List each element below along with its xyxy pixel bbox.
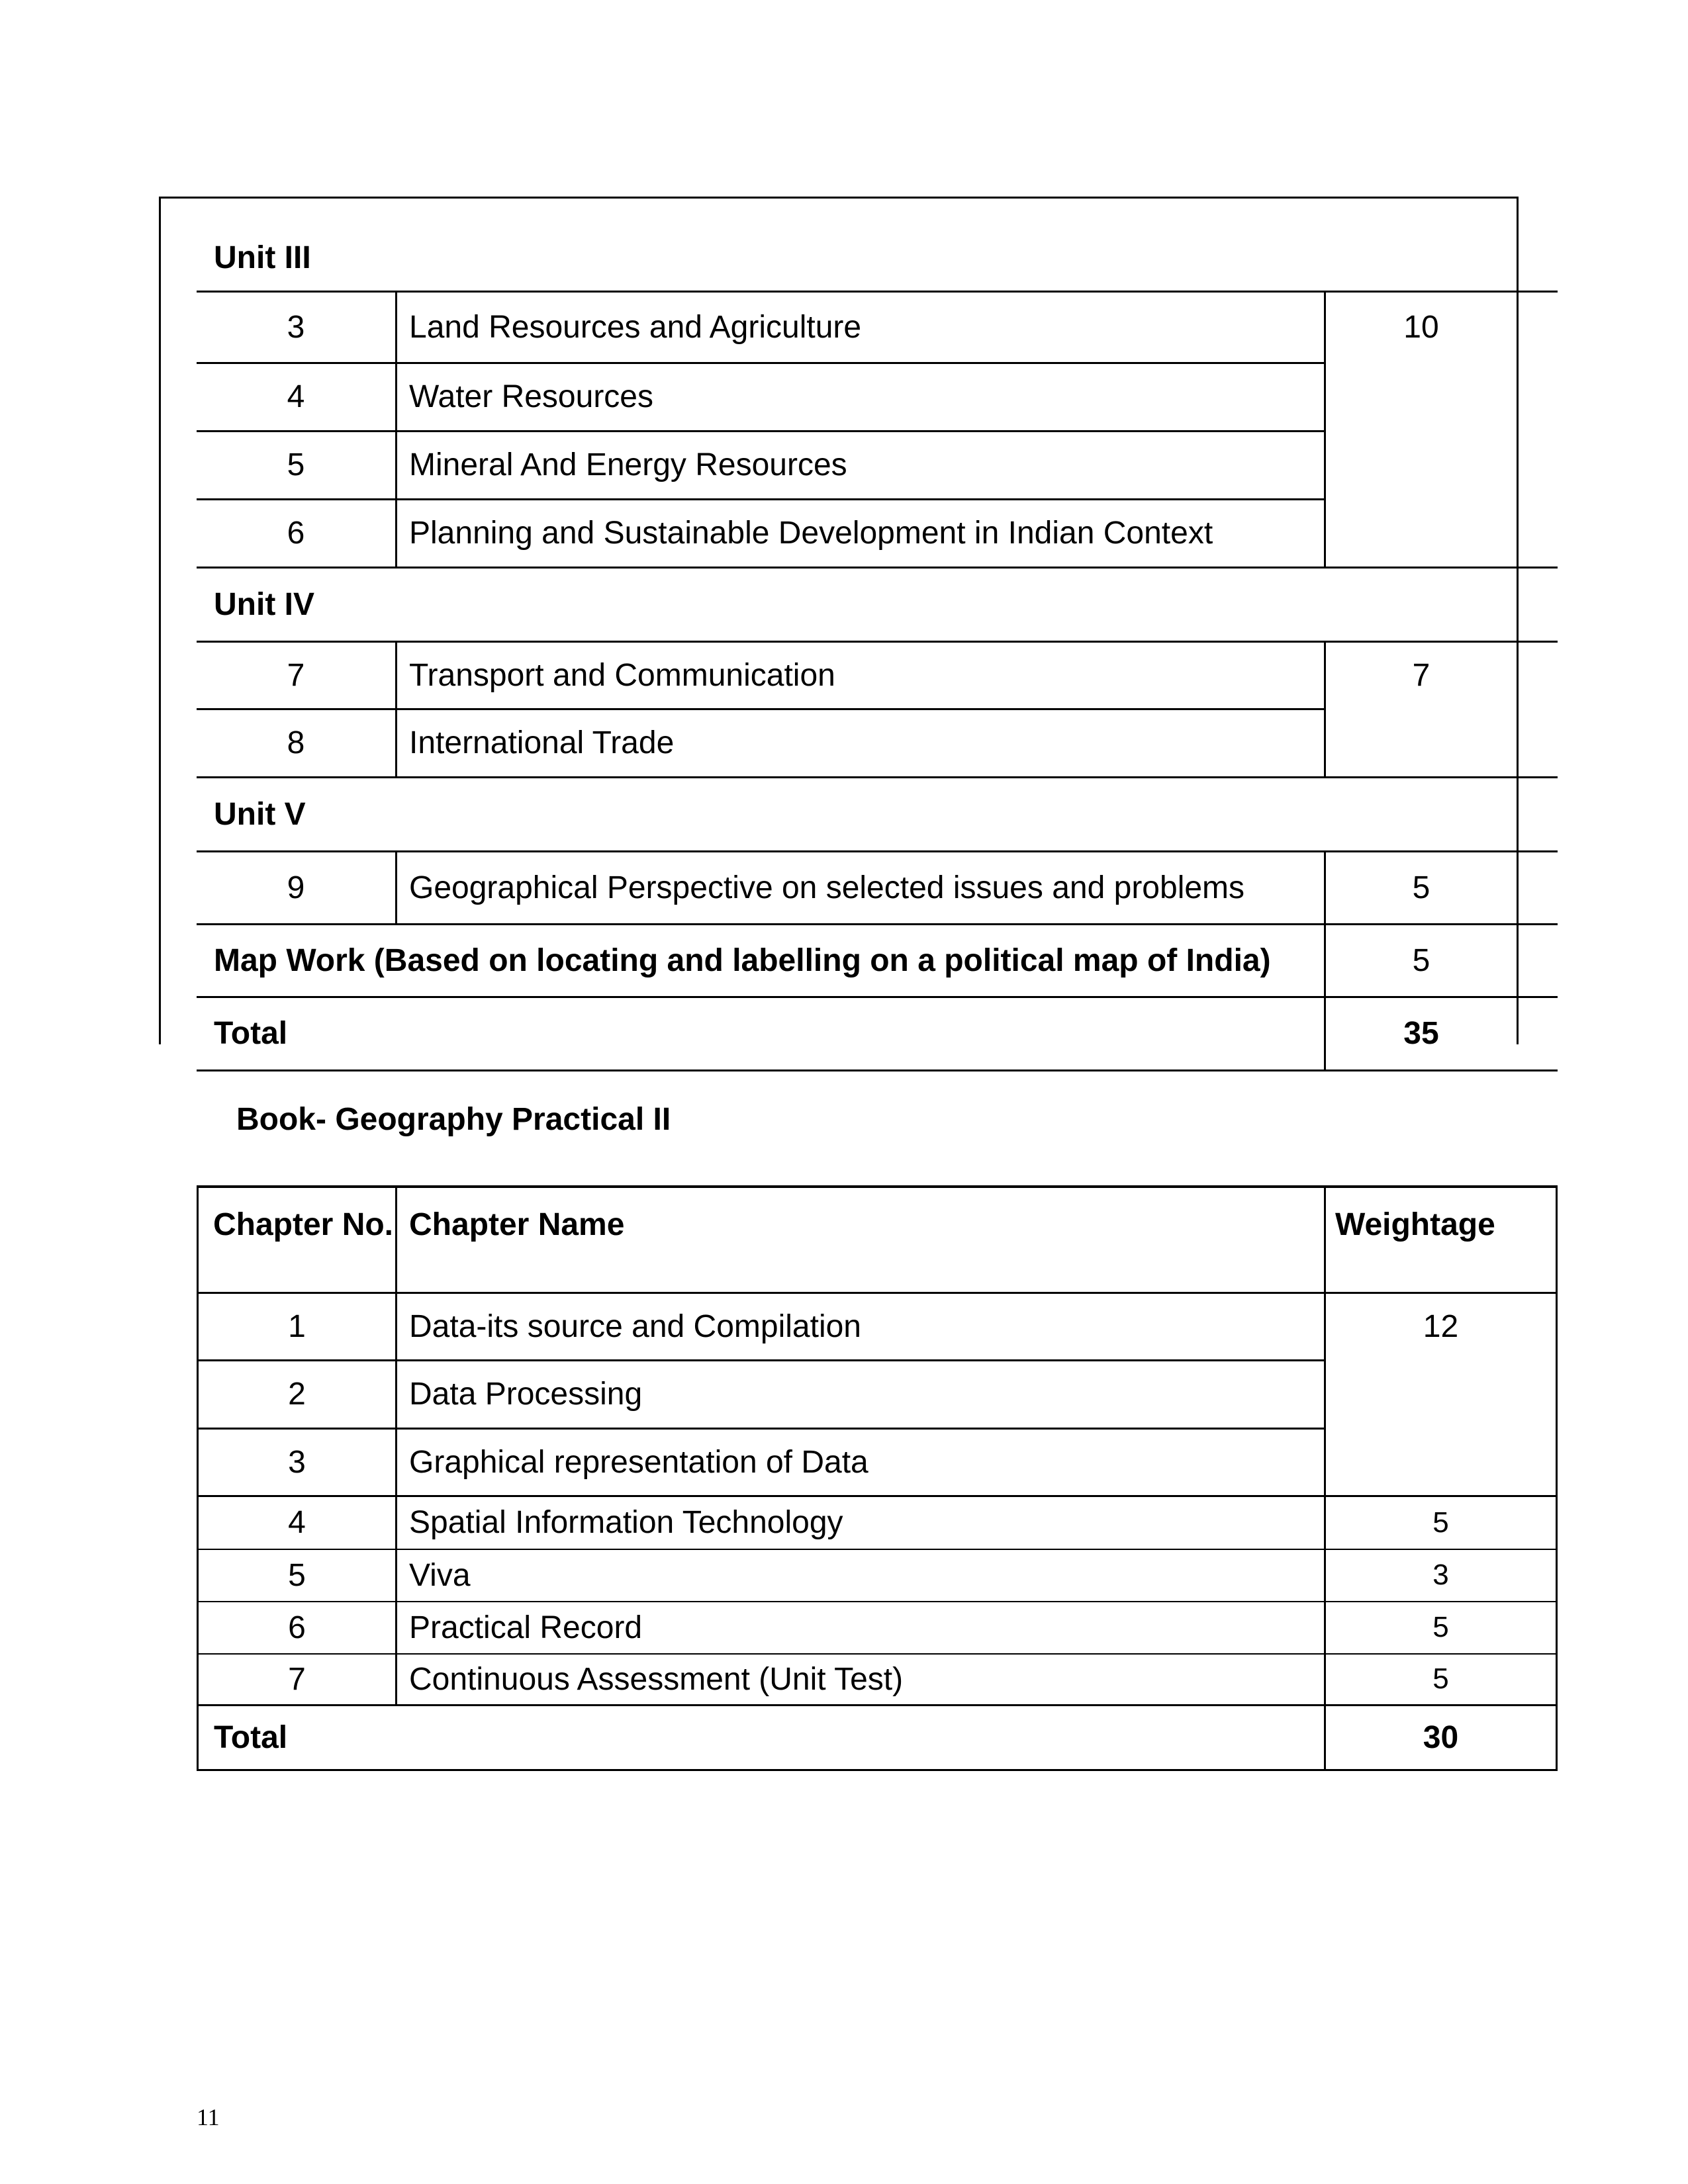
chapter-name: Continuous Assessment (Unit Test)	[409, 1661, 904, 1697]
chapter-number: 7	[288, 1661, 306, 1697]
header-weightage: Weightage	[1335, 1207, 1495, 1242]
page-number: 11	[197, 2104, 220, 2130]
practical-book-heading: Book- Geography Practical II	[236, 1102, 671, 1137]
chapter-name: Transport and Communication	[409, 657, 835, 693]
map-work-marks: 5	[1412, 942, 1430, 978]
chapter-number: 6	[288, 1610, 306, 1645]
total-label: Total	[214, 1016, 288, 1052]
chapter-name: Land Resources and Agriculture	[409, 309, 862, 345]
chapter-name: International Trade	[409, 725, 675, 761]
chapter-weightage: 5	[1432, 1506, 1449, 1539]
chapter-name: Data-its source and Compilation	[409, 1308, 861, 1344]
chapter-weightage: 3	[1432, 1559, 1449, 1592]
chapter-name: Data Processing	[409, 1377, 643, 1412]
chapter-number: 5	[288, 1557, 306, 1593]
unit-heading: Unit III	[214, 240, 311, 275]
total-marks: 35	[1403, 1016, 1439, 1052]
group-weightage: 12	[1423, 1308, 1459, 1344]
practical-weightage-table	[197, 1185, 1558, 1771]
unit-marks: 10	[1403, 309, 1439, 345]
chapter-number: 4	[287, 379, 305, 415]
chapter-name: Graphical representation of Data	[409, 1444, 868, 1480]
unit-marks: 5	[1412, 870, 1430, 905]
chapter-number: 2	[288, 1377, 306, 1412]
chapter-number: 5	[287, 447, 305, 483]
chapter-number: 9	[287, 870, 305, 905]
chapter-name: Practical Record	[409, 1610, 643, 1645]
total-label: Total	[214, 1719, 288, 1755]
chapter-number: 8	[287, 725, 305, 761]
chapter-number: 3	[288, 1444, 306, 1480]
chapter-number: 6	[287, 516, 305, 551]
chapter-weightage: 5	[1432, 1611, 1449, 1644]
chapter-name: Spatial Information Technology	[409, 1505, 843, 1541]
chapter-name: Planning and Sustainable Development in Indian Context	[409, 516, 1213, 551]
unit-marks: 7	[1412, 657, 1430, 693]
chapter-number: 1	[288, 1308, 306, 1344]
chapter-name: Water Resources	[409, 379, 653, 415]
unit-heading: Unit V	[214, 796, 306, 832]
unit-heading: Unit IV	[214, 586, 314, 622]
total-weightage: 30	[1423, 1719, 1459, 1755]
chapter-name: Mineral And Energy Resources	[409, 447, 847, 483]
header-chapter-no: Chapter No.	[213, 1207, 394, 1242]
chapter-weightage: 5	[1432, 1662, 1449, 1696]
map-work-label: Map Work (Based on locating and labelling on a political map of India)	[214, 942, 1271, 978]
chapter-name: Viva	[409, 1557, 471, 1593]
chapter-name: Geographical Perspective on selected issues and problems	[409, 870, 1245, 905]
header-chapter-name: Chapter Name	[409, 1207, 625, 1242]
chapter-number: 7	[287, 657, 305, 693]
chapter-number: 4	[288, 1505, 306, 1541]
chapter-number: 3	[287, 309, 305, 345]
theory-marks-table	[197, 197, 1558, 1079]
